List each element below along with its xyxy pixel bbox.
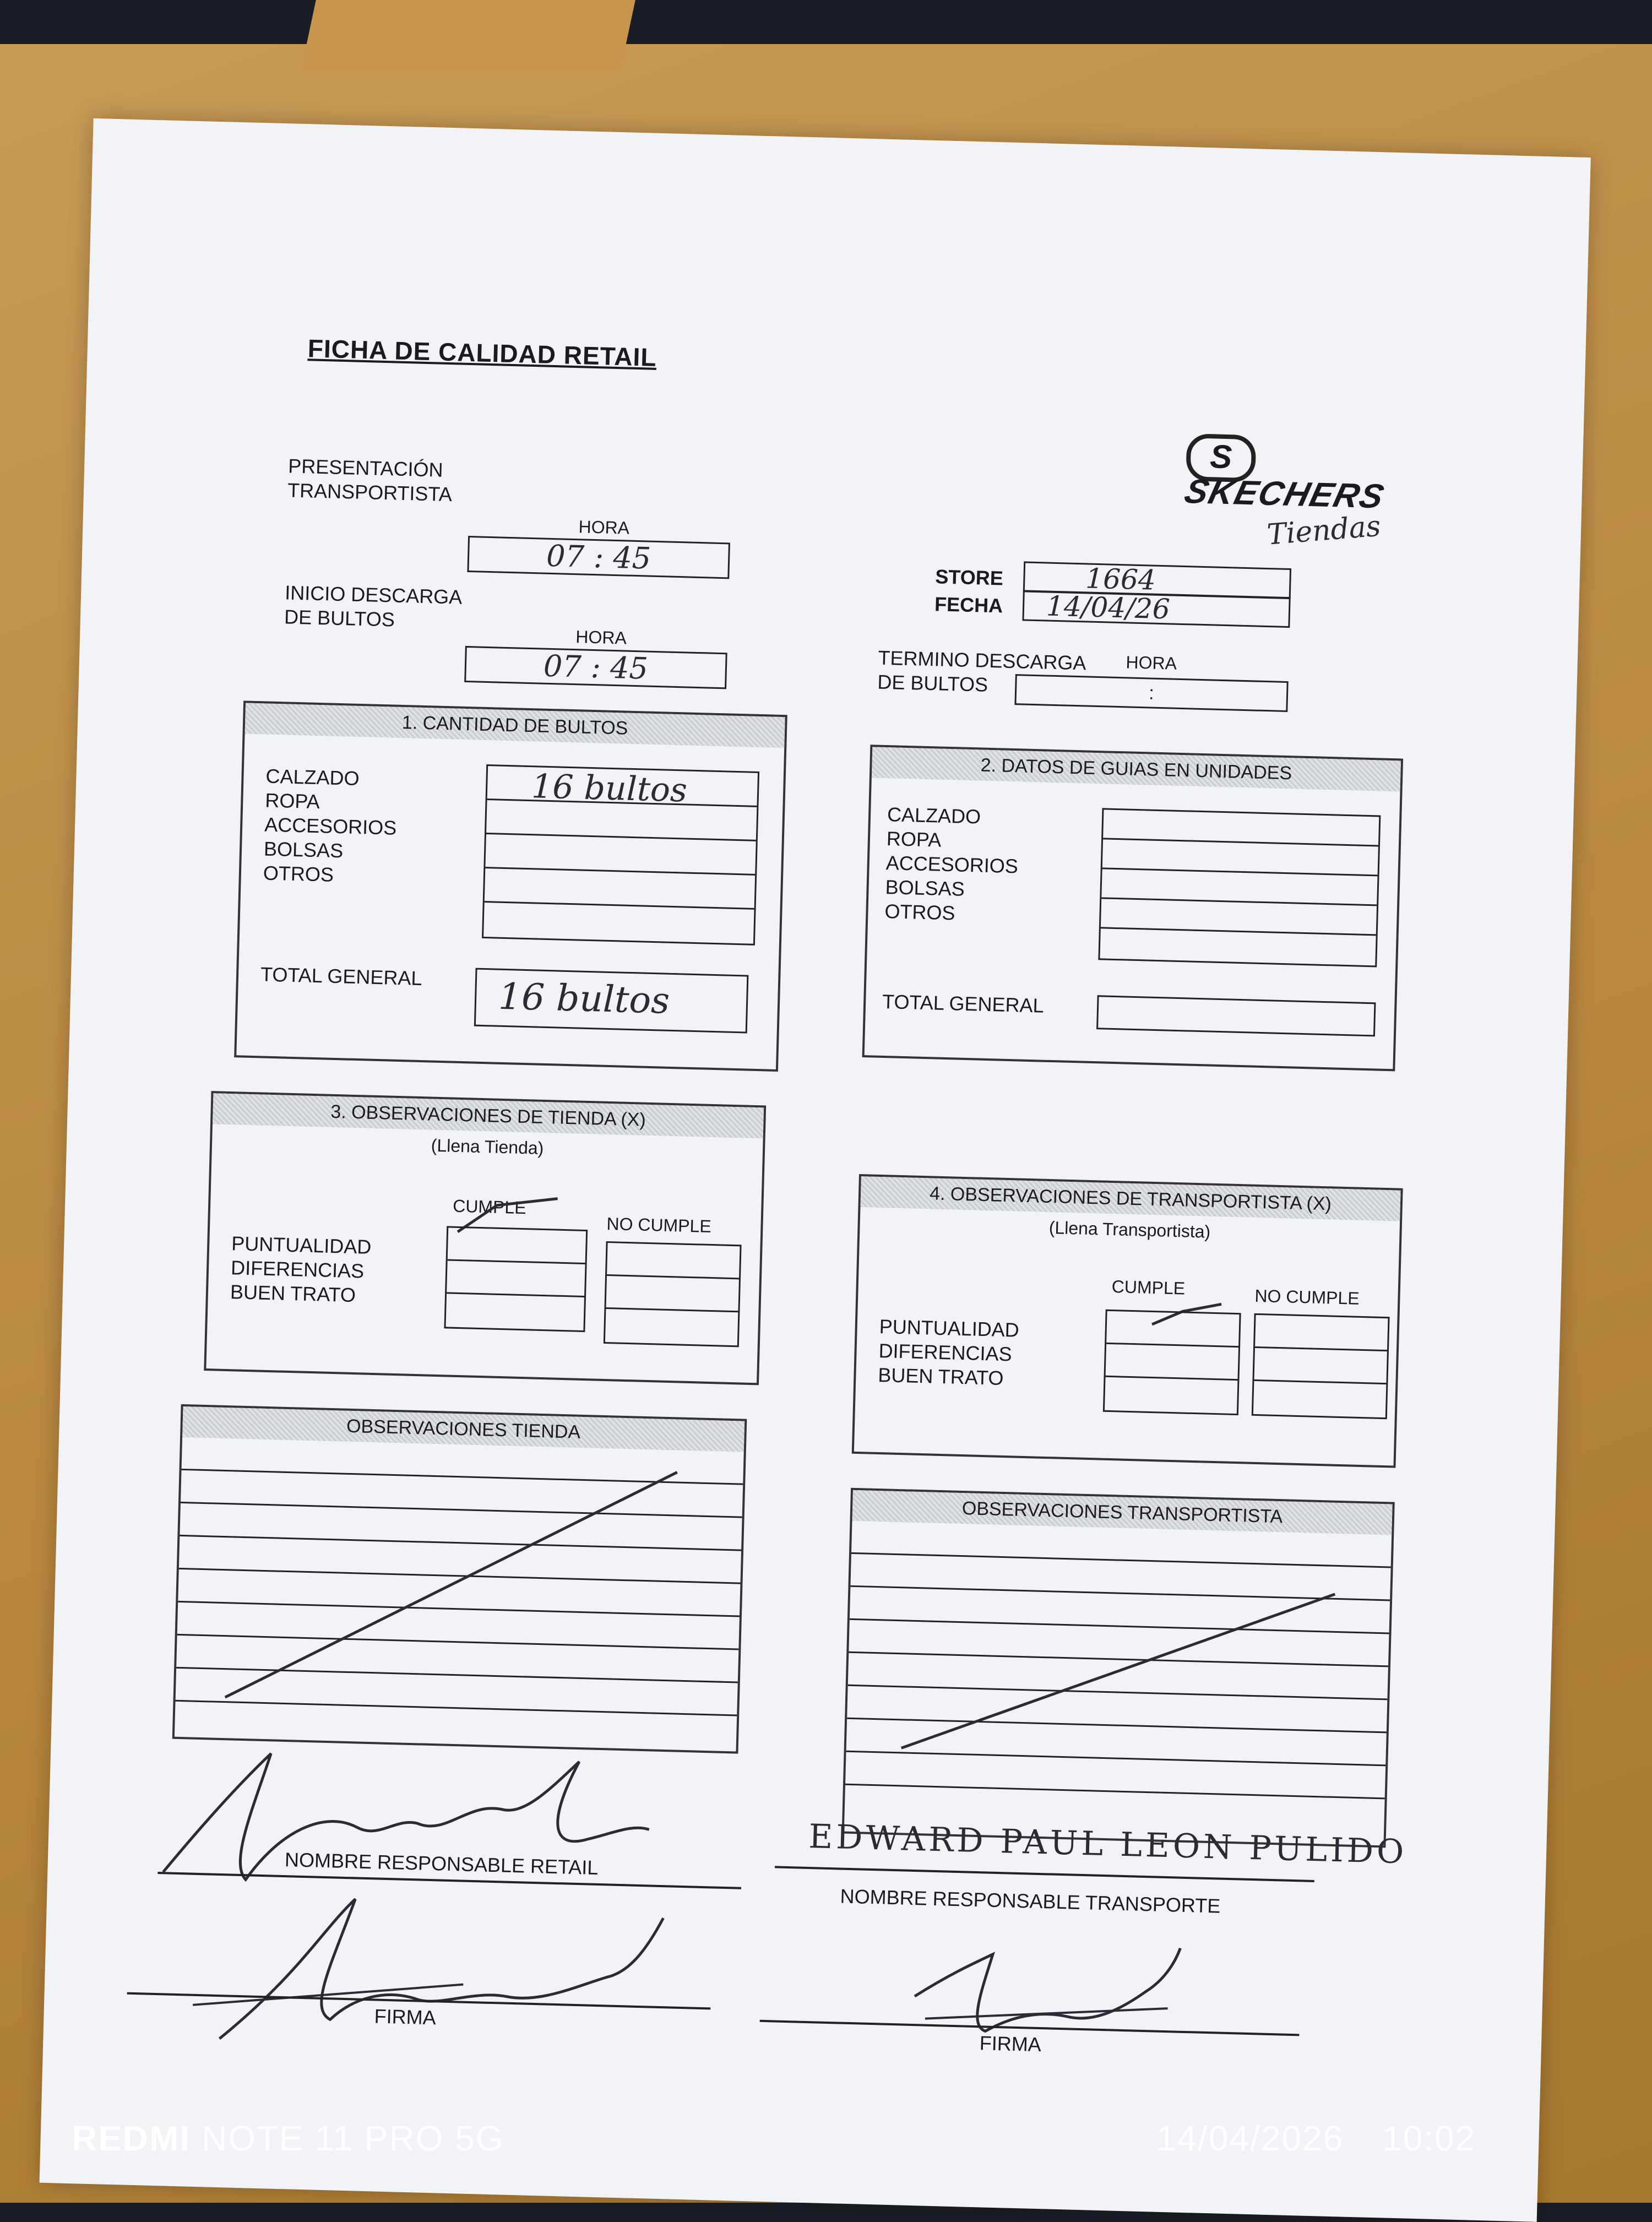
fecha-label: FECHA — [934, 593, 1003, 617]
inicio-hora-field[interactable] — [464, 646, 727, 689]
section-1-item-calzado: CALZADO — [265, 764, 360, 790]
transporte-name-value: EDWARD PAUL LEON PULIDO — [808, 1817, 1408, 1872]
section-3-item-diferencias: DIFERENCIAS — [230, 1256, 365, 1283]
section-4-no-cumple-puntualidad[interactable] — [1255, 1315, 1388, 1351]
section-3-no-cumple-label: NO CUMPLE — [606, 1213, 712, 1236]
section-1-total-label: TOTAL GENERAL — [260, 963, 423, 990]
section-4-item-puntualidad: PUNTUALIDAD — [879, 1315, 1020, 1341]
section-datos-guias — [862, 745, 1404, 1071]
section-3-cumple-diferencias[interactable] — [447, 1261, 585, 1297]
section-2-item-accesorios: ACCESORIOS — [885, 851, 1019, 878]
section-1-item-otros: OTROS — [263, 861, 334, 886]
section-1-total-field[interactable] — [474, 968, 749, 1034]
skechers-logo-mark: S — [1186, 433, 1256, 482]
section-2-title: 2. DATOS DE GUIAS EN UNIDADES — [872, 747, 1401, 791]
section-1-item-accesorios: ACCESORIOS — [264, 813, 397, 839]
photo-date: 14/04/2026 — [1156, 2118, 1344, 2158]
section-2-total-label: TOTAL GENERAL — [882, 990, 1045, 1017]
section-3-labels — [230, 1231, 371, 1308]
section-3-no-cumple-diferencias[interactable] — [606, 1276, 738, 1312]
section-1-fields[interactable] — [482, 764, 759, 946]
section-3-no-cumple-puntualidad[interactable] — [607, 1243, 740, 1279]
presentacion-hora-value: 07 : 45 — [546, 538, 651, 576]
termino-descarga-label: TERMINO DESCARGA DE BULTOS — [877, 646, 1086, 696]
observaciones-transportista-box[interactable] — [842, 1488, 1395, 1848]
section-2-item-bolsas: BOLSAS — [885, 876, 965, 900]
section-4-cumple-diferencias[interactable] — [1106, 1344, 1238, 1381]
section-2-fields[interactable] — [1098, 808, 1381, 967]
section-1-labels — [263, 764, 398, 889]
section-1-total-value: 16 bultos — [498, 975, 671, 1022]
observaciones-transportista-strike — [844, 1521, 1392, 1845]
transporte-name-line — [775, 1866, 1314, 1882]
section-1-field-calzado[interactable] — [487, 766, 758, 810]
camera-brand: REDMI — [72, 2118, 191, 2158]
termino-hora-field[interactable] — [1014, 674, 1288, 712]
observaciones-transportista-title: OBSERVACIONES TRANSPORTISTA — [852, 1490, 1393, 1535]
section-3-subtitle: (Llena Tienda) — [431, 1135, 544, 1158]
store-label: STORE — [934, 565, 1004, 590]
observaciones-tienda-box[interactable] — [172, 1404, 747, 1754]
inicio-hora-value: 07 : 45 — [543, 648, 649, 686]
section-4-cumple-boxes[interactable] — [1103, 1310, 1241, 1415]
section-4-title: 4. OBSERVACIONES DE TRANSPORTISTA (X) — [860, 1176, 1400, 1221]
fecha-field[interactable] — [1022, 590, 1290, 628]
observaciones-tienda-title: OBSERVACIONES TIENDA — [182, 1406, 745, 1452]
retail-firma-label: FIRMA — [374, 2004, 437, 2029]
inicio-descarga-label: INICIO DESCARGA DE BULTOS — [284, 581, 461, 631]
section-observaciones-transportista-checks — [852, 1174, 1403, 1468]
section-2-item-ropa: ROPA — [886, 827, 942, 851]
skechers-logo-text: SKECHERS — [1181, 472, 1389, 516]
section-3-cumple-boxes[interactable] — [444, 1226, 588, 1332]
section-observaciones-tienda-checks — [204, 1091, 766, 1385]
section-4-no-cumple-buen-trato[interactable] — [1253, 1381, 1386, 1417]
section-2-item-otros: OTROS — [884, 900, 956, 925]
section-2-total-field[interactable] — [1096, 995, 1376, 1036]
camera-watermark-datetime — [1156, 2118, 1476, 2159]
termino-hora-label: HORA — [1126, 652, 1177, 673]
camera-model: NOTE 11 PRO 5G — [202, 2118, 504, 2158]
fecha-value: 14/04/26 — [1046, 590, 1171, 626]
photo-time: 10:02 — [1382, 2118, 1476, 2158]
form-title: FICHA DE CALIDAD RETAIL — [307, 334, 657, 372]
section-4-labels — [878, 1314, 1019, 1391]
section-3-cumple-label: CUMPLE — [452, 1196, 527, 1218]
retail-firma-signature — [186, 1884, 675, 2062]
presentacion-label: PRESENTACIÓN TRANSPORTISTA — [287, 454, 453, 506]
envelope-flap — [301, 0, 635, 72]
presentacion-hora-label: HORA — [578, 517, 630, 538]
section-1-field-otros[interactable] — [483, 903, 754, 944]
section-4-cumple-label: CUMPLE — [1111, 1276, 1186, 1299]
inicio-hora-label: HORA — [575, 627, 627, 648]
presentacion-hora-field[interactable] — [467, 536, 730, 579]
section-4-cumple-buen-trato[interactable] — [1105, 1377, 1237, 1414]
camera-watermark-device — [72, 2118, 504, 2159]
section-1-title: 1. CANTIDAD DE BULTOS — [245, 703, 785, 748]
section-3-no-cumple-buen-trato[interactable] — [605, 1309, 738, 1345]
section-3-item-buen-trato: BUEN TRATO — [230, 1280, 356, 1307]
section-3-no-cumple-boxes[interactable] — [604, 1241, 742, 1347]
section-3-title: 3. OBSERVACIONES DE TIENDA (X) — [213, 1093, 764, 1138]
section-4-no-cumple-boxes[interactable] — [1252, 1313, 1390, 1419]
section-4-item-buen-trato: BUEN TRATO — [877, 1363, 1004, 1389]
section-4-no-cumple-diferencias[interactable] — [1254, 1348, 1387, 1384]
skechers-logo — [1181, 433, 1418, 516]
transporte-firma-signature — [902, 1930, 1192, 2065]
section-1-item-bolsas: BOLSAS — [263, 837, 344, 862]
section-1-item-ropa: ROPA — [264, 789, 320, 813]
section-2-labels — [884, 802, 1020, 927]
section-4-cumple-puntualidad[interactable] — [1106, 1311, 1239, 1348]
section-3-cumple-puntualidad[interactable] — [448, 1227, 586, 1264]
store-handwritten-note: Tiendas — [1265, 509, 1382, 552]
section-2-item-calzado: CALZADO — [887, 803, 981, 828]
section-4-item-diferencias: DIFERENCIAS — [878, 1339, 1013, 1366]
transporte-firma-label: FIRMA — [979, 2031, 1042, 2056]
quality-form-sheet — [40, 118, 1591, 2222]
section-cantidad-bultos — [234, 700, 787, 1072]
section-1-calzado-value: 16 bultos — [531, 767, 688, 810]
section-3-item-puntualidad: PUNTUALIDAD — [231, 1232, 372, 1258]
retail-name-label: NOMBRE RESPONSABLE RETAIL — [284, 1848, 599, 1879]
section-3-cumple-buen-trato[interactable] — [446, 1294, 584, 1330]
termino-hora-value: : — [1148, 682, 1155, 704]
observaciones-tienda-strike — [175, 1437, 744, 1752]
transporte-name-label: NOMBRE RESPONSABLE TRANSPORTE — [840, 1884, 1221, 1917]
store-value: 1664 — [1085, 562, 1156, 596]
section-4-subtitle: (Llena Transportista) — [1048, 1218, 1211, 1242]
section-4-no-cumple-label: NO CUMPLE — [1254, 1285, 1360, 1308]
